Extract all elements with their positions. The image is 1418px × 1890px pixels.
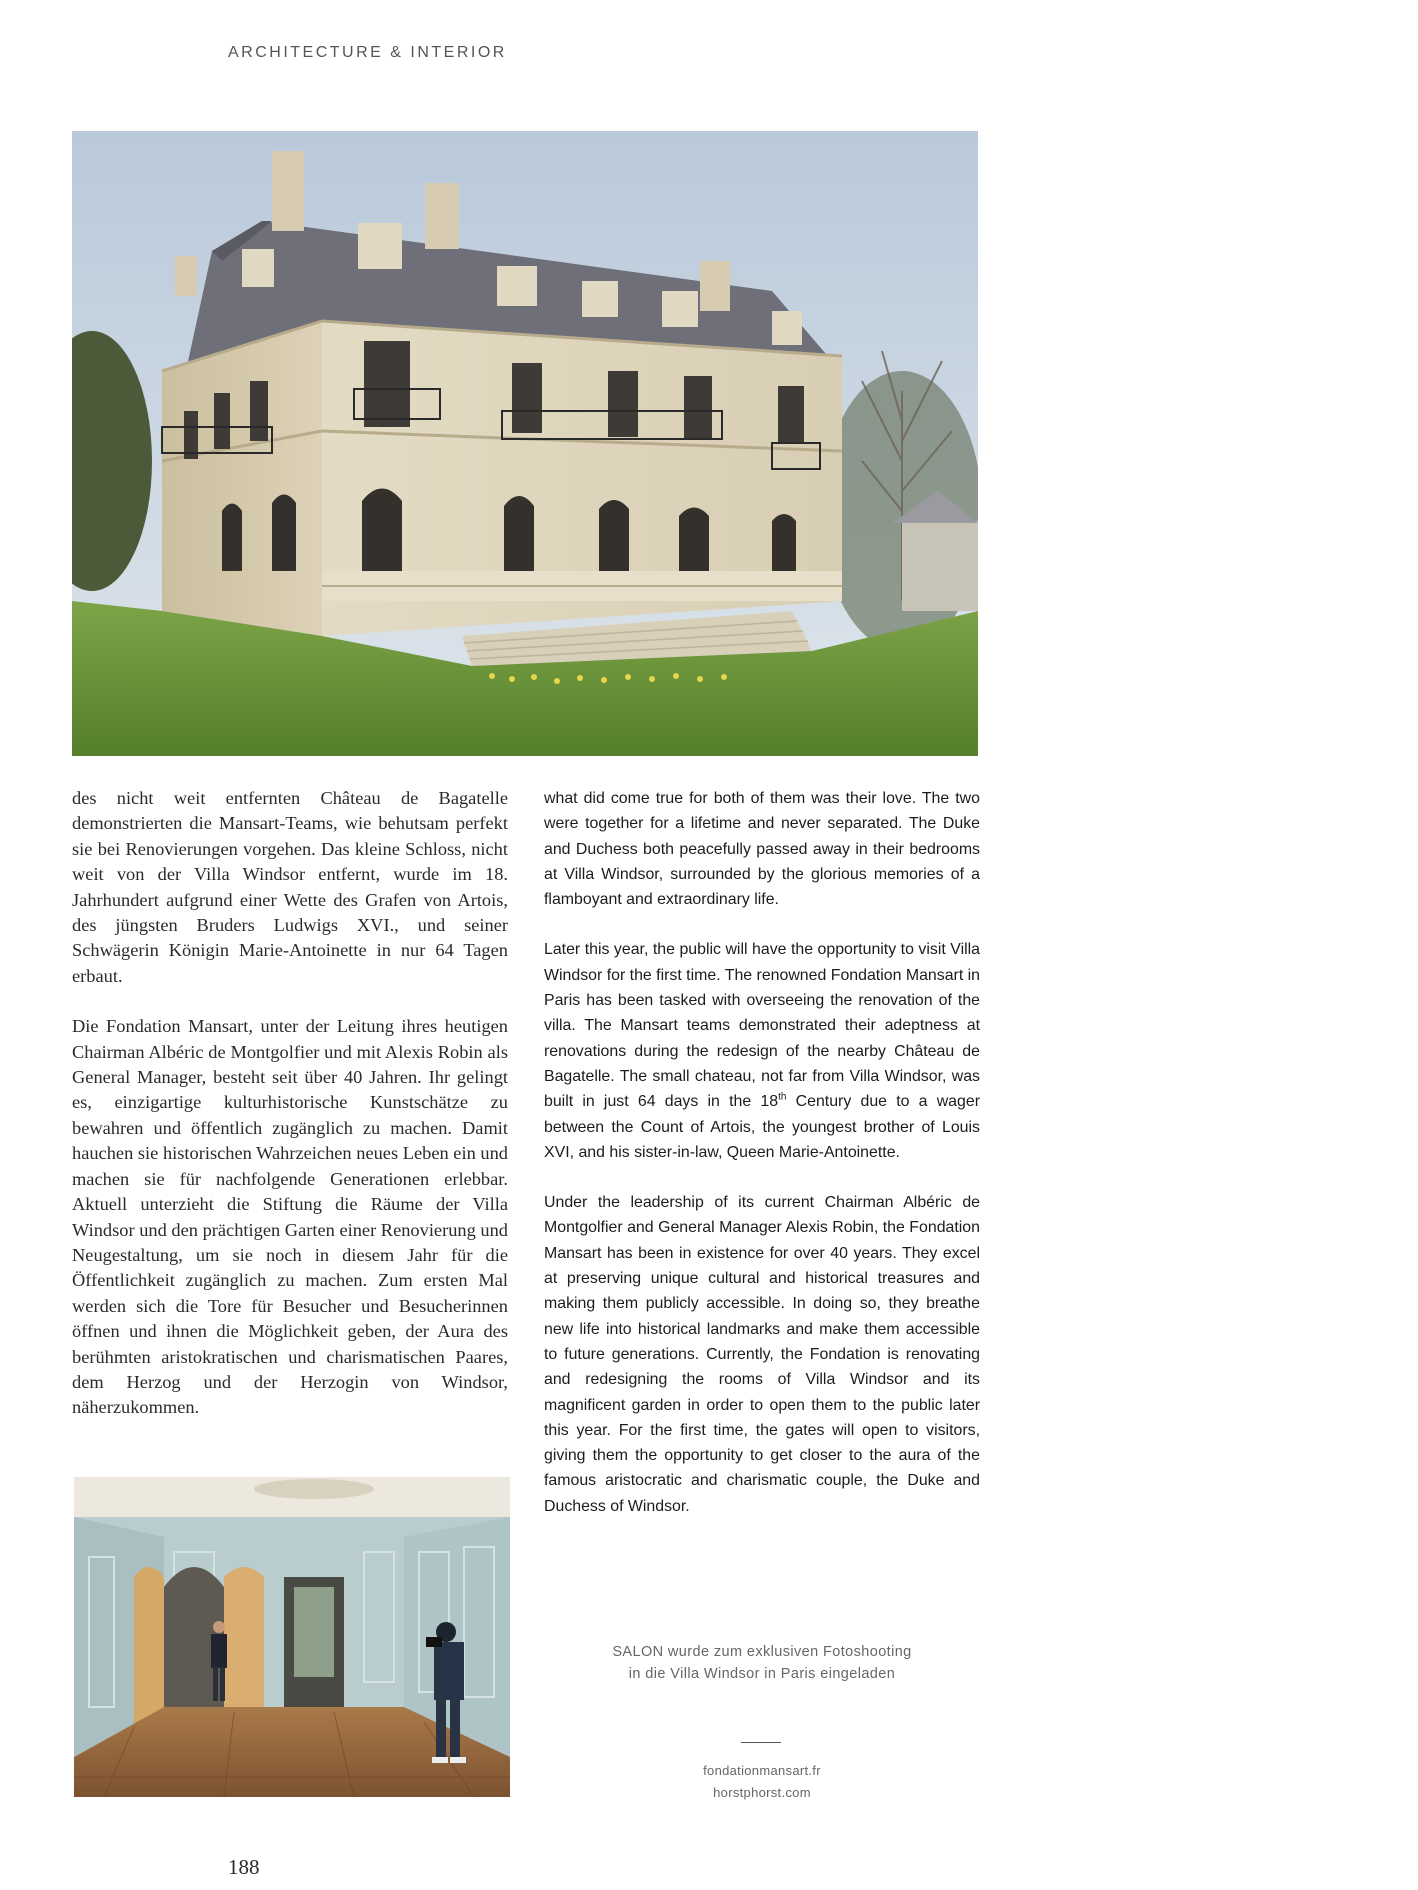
section-label: ARCHITECTURE & INTERIOR: [228, 44, 507, 61]
caption-line-1: SALON wurde zum exklusiven Fotoshooting: [612, 1644, 912, 1660]
link-horstphorst[interactable]: horstphorst.com: [713, 1785, 811, 1800]
photo-caption: [544, 1641, 980, 1685]
salon-interior-photo: [74, 1477, 510, 1797]
english-paragraph-1: what did come true for both of them was their love. The two were together for a lifetime and never separated. The Duke and Duchess both peacefully passed away in their bedrooms at Villa Windsor, surrounded by the glorious memories of a flamboyant and extraordinary life.: [544, 790, 980, 909]
german-text-column: [72, 786, 508, 1446]
english-text-column: [544, 786, 980, 1544]
english-paragraph-3: Under the leadership of its current Chairman Albéric de Montgolfier and General Manager Alexis Robin, the Fondation Mansart has been in existence for over 40 years. They excel at preserving unique cultural and historical treasures and making them publicly accessible. In doing so, they breathe new life into historical landmarks and make them accessible to future generations. Currently, the Fondation is renovating and redesigning the rooms of Villa Windsor and its magnificent garden in order to open them to the public later this year. For the first time, the gates will open to visitors, giving them the opportunity to get closer to the aura of the famous aristocratic and charismatic couple, the Duke and Duchess of Windsor.: [544, 1194, 980, 1515]
link-fondation-mansart[interactable]: fondationmansart.fr: [703, 1763, 821, 1778]
page-number: 188: [228, 1855, 260, 1879]
german-paragraph-1: des nicht weit entfernten Château de Bagatelle demonstrierten die Mansart-Teams, wie behutsam perfekt sie bei Renovierungen vorgehen. Das kleine Schloss, nicht weit von der Villa Windsor entfernt, wurde im 18. Jahrhundert aufgrund einer Wette des Grafen von Artois, des jüngsten Bruders Ludwigs XVI., und seiner Schwägerin Königin Marie-Antoinette in nur 64 Tagen erbaut.: [72, 788, 508, 986]
german-paragraph-2: Die Fondation Mansart, unter der Leitung ihres heutigen Chairman Albéric de Montgolfier und mit Alexis Robin als General Manager, besteht seit über 40 Jahren. Ihr gelingt es, einzigartige kulturhistorische Kunstschätze zu bewahren und öffentlich zugänglich zu machen. Damit hauchen sie historischen Wahrzeichen neues Leben ein und machen sie für nachfolgende Generationen erlebbar. Aktuell unterzieht die Stiftung die Räume der Villa Windsor und den prächtigen Garten einer Renovierung und Neugestaltung, um sie noch in diesem Jahr für die Öffentlichkeit zugänglich zu machen. Zum ersten Mal werden sich die Tore für Besucher und Besucherinnen öffnen und ihnen die Möglichkeit geben, der Aura des berühmten aristokratischen und charismatischen Paares, dem Herzog und der Herzogin von Windsor, näherzukommen.: [72, 1016, 508, 1418]
source-links: [544, 1760, 980, 1804]
english-paragraph-2-end: Century due to a wager between the Count of Artois, the youngest brother of Louis XVI, and his sister-in-law, Queen Marie-Antoinette.: [544, 1093, 980, 1161]
villa-exterior-photo: [72, 131, 978, 756]
english-paragraph-2: [544, 937, 980, 1165]
english-paragraph-2-start: Later this year, the public will have the opportunity to visit Villa Windsor for the first time. The renowned Fondation Mansart in Paris has been tasked with overseeing the renovation of the villa. The Mansart teams demonstrated their adeptness at renovations during the redesign of the nearby Château de Bagatelle. The small chateau, not far from Villa Windsor, was built in just 64 days in the 18: [544, 941, 981, 1111]
villa-exterior-illustration: [72, 131, 978, 756]
divider-rule: [741, 1742, 781, 1743]
salon-interior-illustration: [74, 1477, 510, 1797]
ordinal-suffix: th: [778, 1091, 787, 1103]
caption-line-2: in die Villa Windsor in Paris eingeladen: [628, 1666, 896, 1682]
